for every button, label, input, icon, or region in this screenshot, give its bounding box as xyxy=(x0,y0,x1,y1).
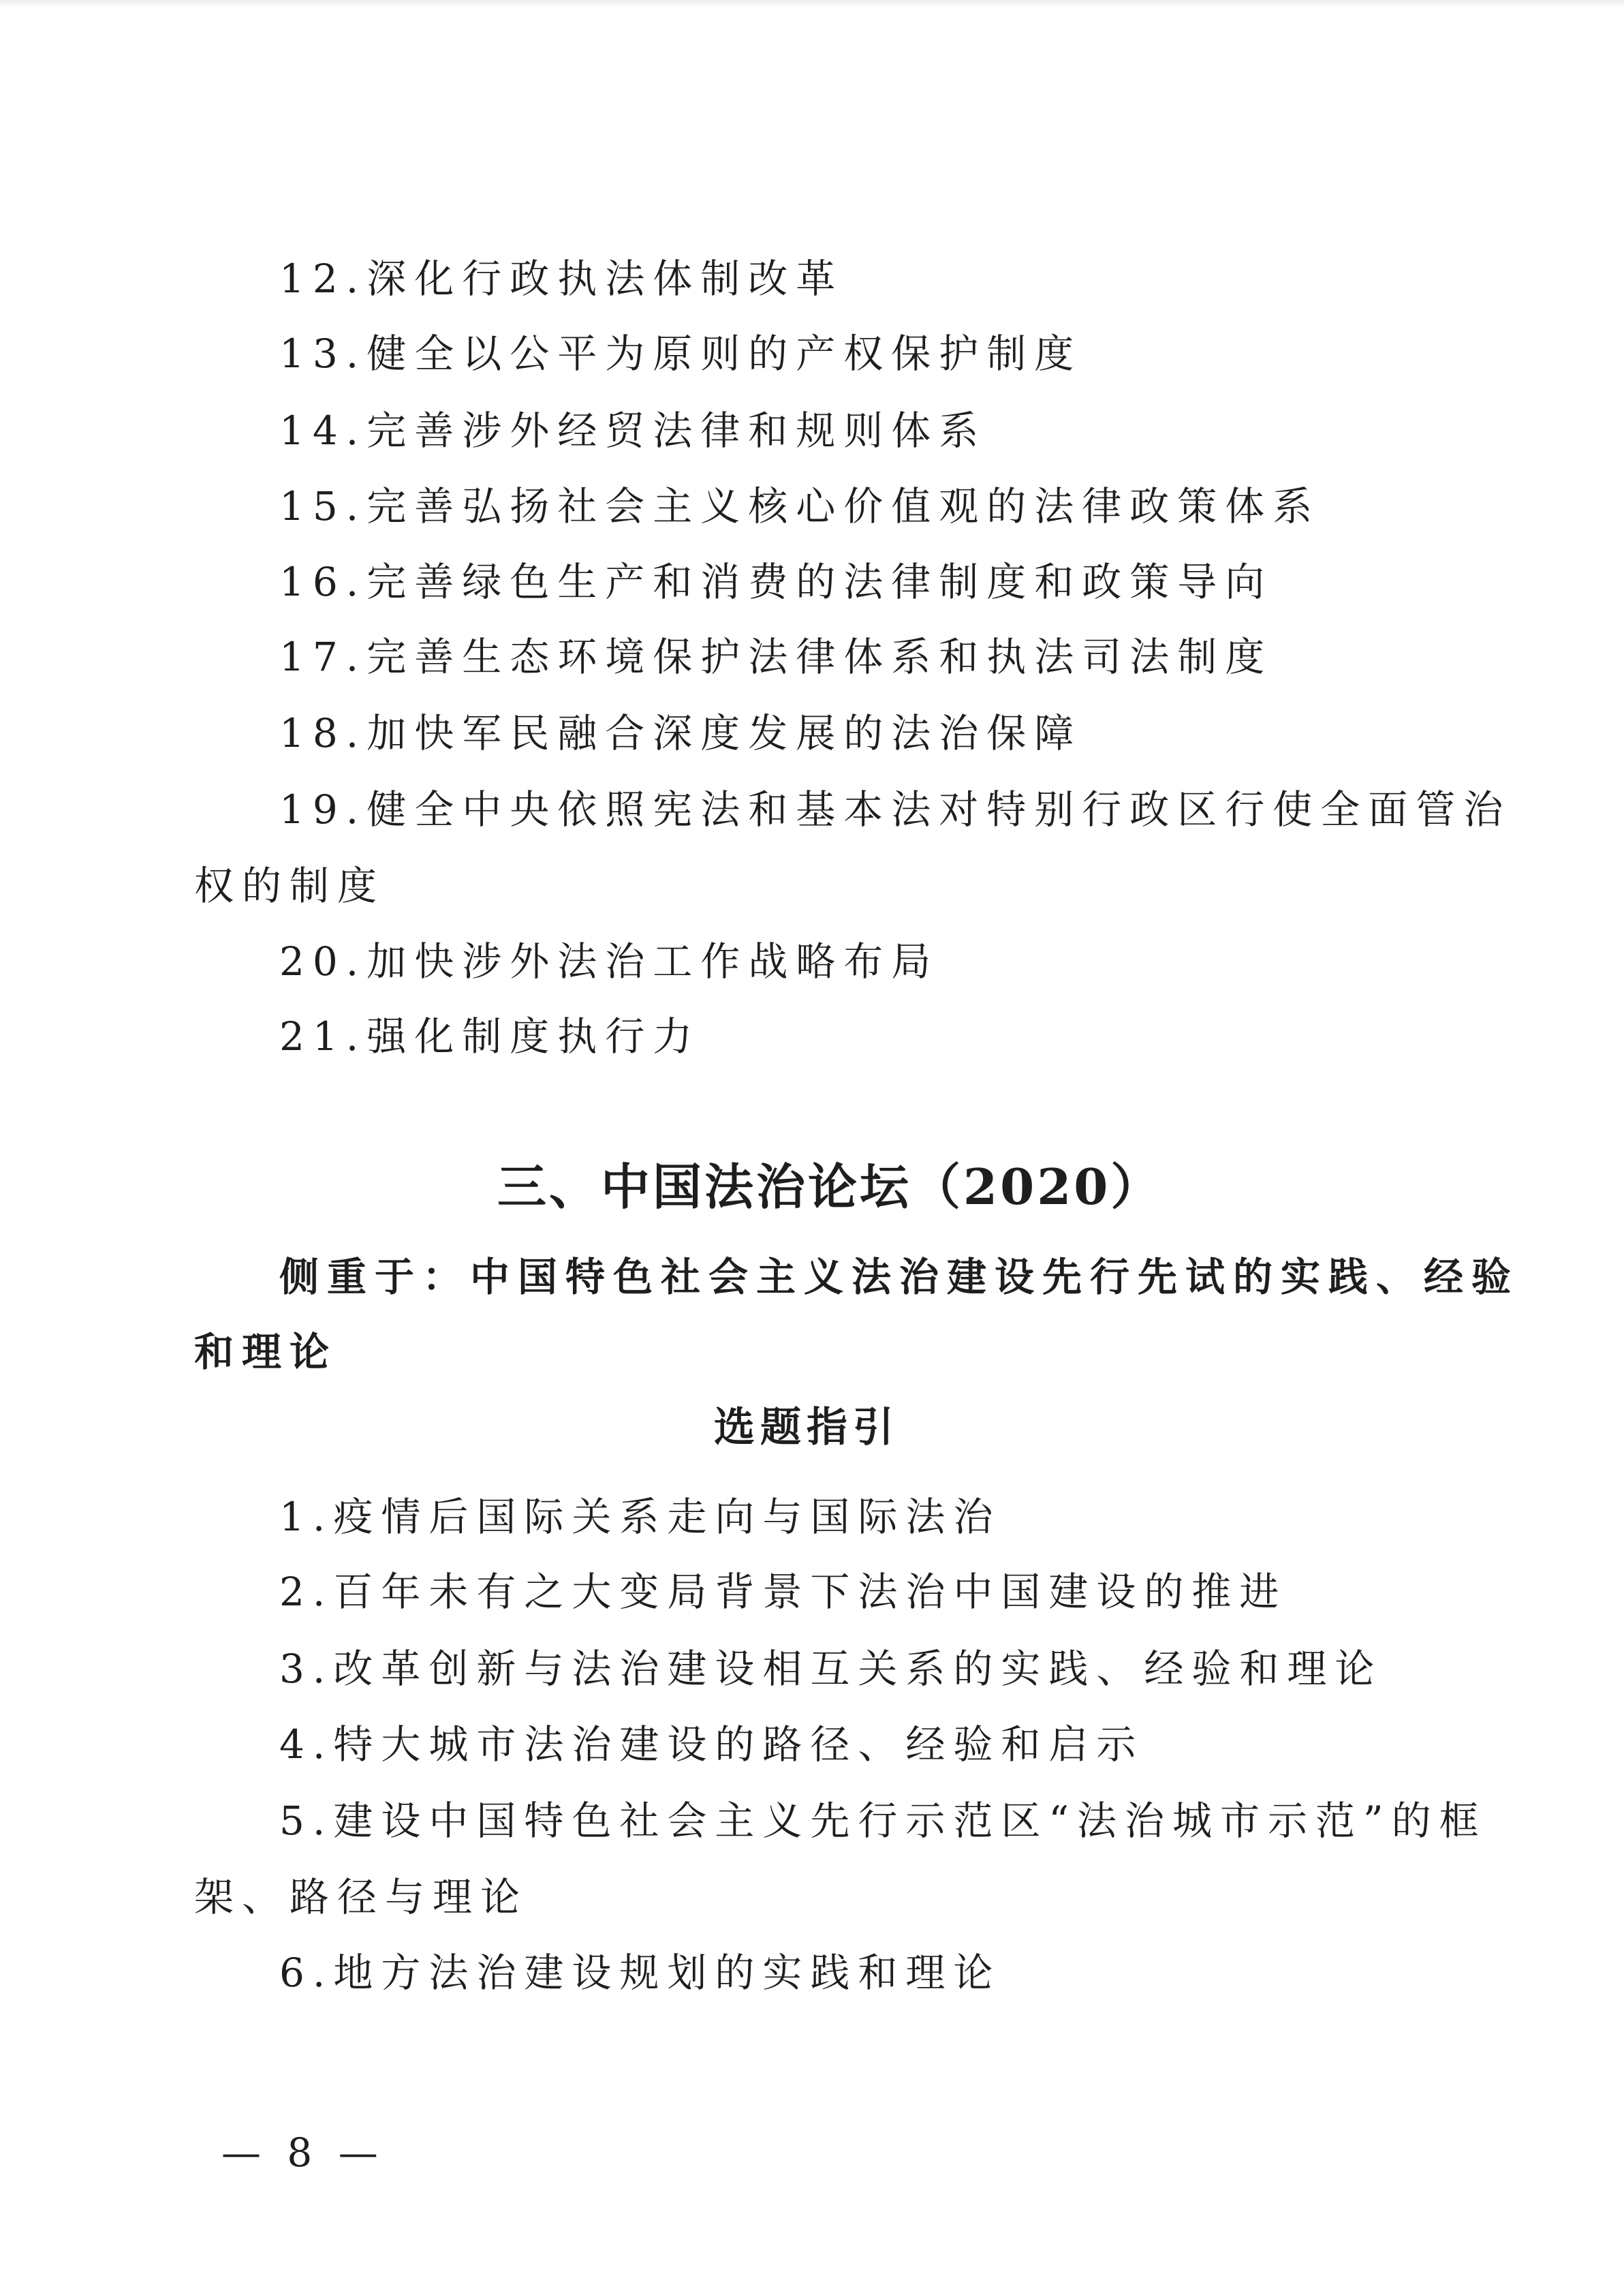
topic-item-2: 2.百年未有之大变局背景下法治中国建设的推进 xyxy=(279,1569,1287,1615)
list-item-13: 13.健全以公平为原则的产权保护制度 xyxy=(279,330,1082,377)
page-number: — 8 — xyxy=(221,2129,385,2176)
topic-item-5-continuation: 架、路径与理论 xyxy=(194,1874,529,1920)
topic-item-6: 6.地方法治建设规划的实践和理论 xyxy=(279,1950,1001,1996)
topic-item-1: 1.疫情后国际关系走向与国际法治 xyxy=(279,1494,1001,1540)
topic-item-3: 3.改革创新与法治建设相互关系的实践、经验和理论 xyxy=(279,1646,1383,1692)
topic-item-4: 4.特大城市法治建设的路径、经验和启示 xyxy=(279,1721,1144,1768)
list-item-18: 18.加快军民融合深度发展的法治保障 xyxy=(279,710,1082,756)
topic-item-5: 5.建设中国特色社会主义先行示范区“法治城市示范”的框 xyxy=(279,1798,1487,1844)
list-item-19: 19.健全中央依照宪法和基本法对特别行政区行使全面管治 xyxy=(279,786,1512,833)
list-item-19-continuation: 权的制度 xyxy=(194,863,386,909)
scan-top-edge xyxy=(0,0,1624,7)
list-item-20: 20.加快涉外法治工作战略布局 xyxy=(279,938,939,985)
section-focus-continuation: 和理论 xyxy=(194,1329,338,1375)
list-item-14: 14.完善涉外经贸法律和规则体系 xyxy=(279,407,987,454)
list-item-17: 17.完善生态环境保护法律体系和执法司法制度 xyxy=(279,634,1273,680)
section-focus-line: 侧重于：中国特色社会主义法治建设先行先试的实践、经验 xyxy=(279,1254,1520,1300)
list-item-21: 21.强化制度执行力 xyxy=(279,1013,701,1060)
list-item-12: 12.深化行政执法体制改革 xyxy=(279,256,844,302)
list-item-15: 15.完善弘扬社会主义核心价值观的法律政策体系 xyxy=(279,483,1321,529)
list-item-16: 16.完善绿色生产和消费的法律制度和政策导向 xyxy=(279,559,1273,605)
section-title: 三、中国法治论坛（2020） xyxy=(497,1158,1163,1216)
topic-guide-heading: 选题指引 xyxy=(714,1404,899,1451)
